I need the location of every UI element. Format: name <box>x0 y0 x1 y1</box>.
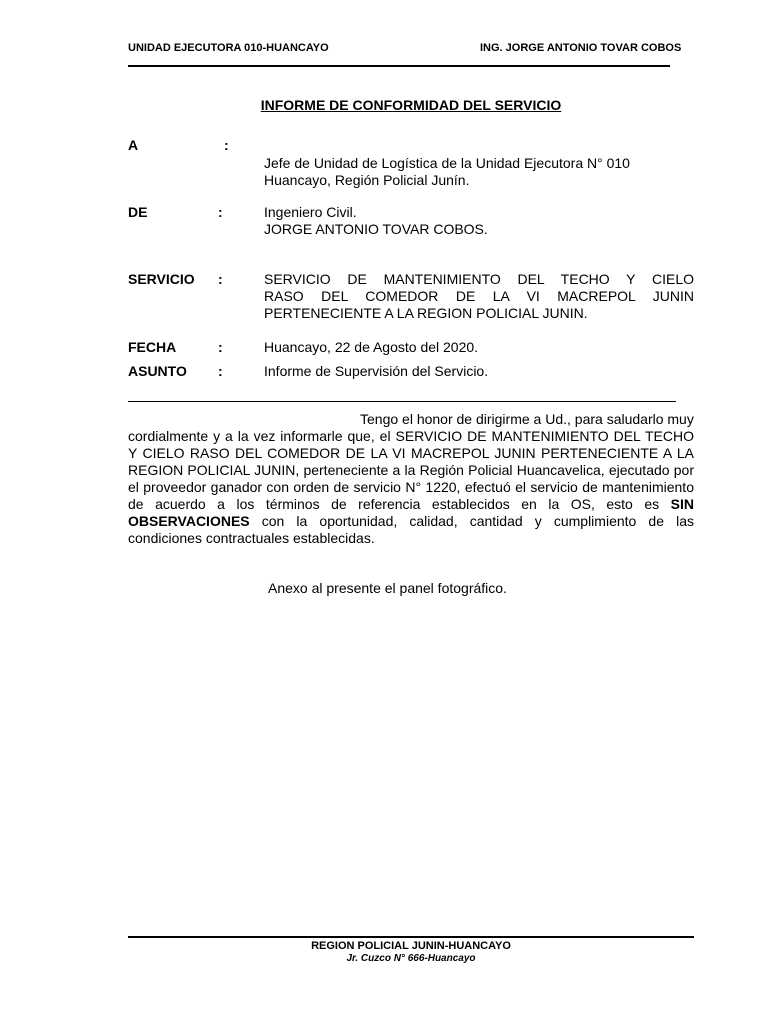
field-a-label: A <box>128 137 139 153</box>
header-unit: UNIDAD EJECUTORA 010-HUANCAYO <box>128 42 329 54</box>
field-servicio-line: RASO DEL COMEDOR DE LA VI MACREPOL JUNIN <box>264 288 694 304</box>
field-a-colon: : <box>224 137 229 153</box>
field-servicio-line: SERVICIO DE MANTENIMIENTO DEL TECHO Y CIELO <box>264 271 694 287</box>
field-servicio-line: PERTENECIENTE A LA REGION POLICIAL JUNIN. <box>264 305 588 321</box>
header-engineer: ING. JORGE ANTONIO TOVAR COBOS <box>480 42 682 54</box>
annex-note: Anexo al presente el panel fotográfico. <box>268 580 507 596</box>
section-divider <box>128 401 676 402</box>
footer-region: REGION POLICIAL JUNIN-HUANCAYO <box>311 940 511 952</box>
footer-divider <box>128 936 694 938</box>
body-first-line: Tengo el honor de dirigirme a Ud., para saludarlo muy <box>360 411 694 427</box>
field-asunto-colon: : <box>218 363 223 379</box>
body-text-end: con la oportunidad, calidad, cantidad y cumplimiento de las condiciones contractuales establecidas. <box>128 513 694 546</box>
field-asunto-value: Informe de Supervisión del Servicio. <box>264 363 489 379</box>
footer-address: Jr. Cuzco N° 666-Huancayo <box>346 953 476 964</box>
field-fecha-label: FECHA <box>128 339 177 355</box>
field-de-line: Ingeniero Civil. <box>264 204 357 220</box>
body-emphasis: SIN OBSERVACIONES <box>128 496 694 529</box>
field-fecha-colon: : <box>218 339 223 355</box>
header-divider <box>128 65 670 67</box>
field-de-label: DE <box>128 204 148 220</box>
body-text: cordialmente y a la vez informarle que, el SERVICIO DE MANTENIMIENTO DEL TECHO Y CIELO RASO DEL COMEDOR DE LA VI MACREPOL JUNIN PERTENECIENTE A LA REGION POLICIAL JUNIN, perteneciente a la Región Policial Huancavelica, ejecutado por el proveedor ganador con orden de servicio N° 1220, efectuó el servicio de mantenimiento de acuerdo a los términos de referencia establecidos en la OS, esto es <box>128 428 694 512</box>
field-a-line: Jefe de Unidad de Logística de la Unidad Ejecutora N° 010 <box>264 155 630 171</box>
field-fecha-value: Huancayo, 22 de Agosto del 2020. <box>264 339 479 355</box>
field-a-line: Huancayo, Región Policial Junín. <box>264 172 470 188</box>
field-servicio-label: SERVICIO <box>128 271 195 287</box>
field-de-line: JORGE ANTONIO TOVAR COBOS. <box>264 221 488 237</box>
field-servicio-value <box>264 271 694 322</box>
field-de-value <box>264 204 694 238</box>
field-servicio-colon: : <box>218 271 223 287</box>
body-paragraph <box>128 428 694 547</box>
field-asunto-label: ASUNTO <box>128 363 187 379</box>
field-de-colon: : <box>218 204 223 220</box>
field-a-value <box>264 155 694 189</box>
document-title: INFORME DE CONFORMIDAD DEL SERVICIO <box>260 97 562 113</box>
